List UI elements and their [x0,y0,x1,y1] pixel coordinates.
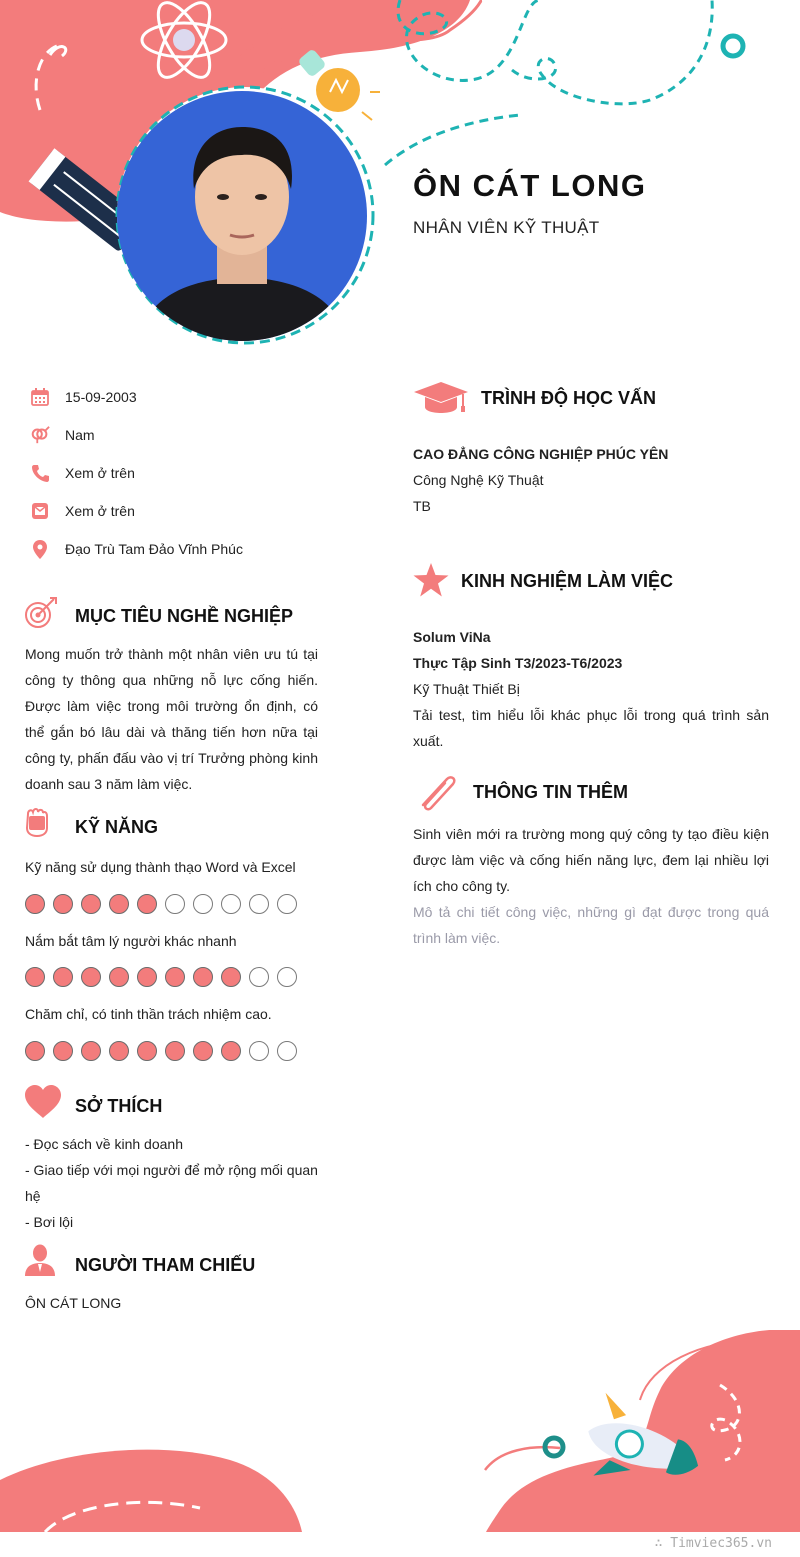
graduation-cap-icon [413,380,469,414]
candidate-name: ÔN CÁT LONG [413,168,647,203]
rating-dot-filled [53,967,73,987]
rating-dot-filled [109,967,129,987]
rating-dot-filled [53,1041,73,1061]
hobby-item: - Giao tiếp với mọi người để mở rộng mối quan hệ [25,1162,318,1204]
skill-label: Chăm chỉ, có tinh thần trách nhiệm cao. [25,1006,272,1022]
birthdate-value: 15-09-2003 [65,389,137,405]
skill-rating [25,894,297,914]
additional-placeholder: Mô tả chi tiết công việc, những gì đạt được trong quá trình làm việc. [413,904,769,946]
rating-dot-filled [81,967,101,987]
skill-label: Nắm bắt tâm lý người khác nhanh [25,933,237,949]
experience-title: KINH NGHIỆM LÀM VIỆC [461,571,674,591]
rating-dot-filled [165,967,185,987]
contact-address [30,537,243,561]
phone-value: Xem ở trên [65,465,135,481]
grade: TB [413,498,431,514]
rating-dot-empty [221,894,241,914]
hobby-item: - Đọc sách về kinh doanh [25,1136,183,1152]
rating-dot-filled [165,1041,185,1061]
hobbies-title: SỞ THÍCH [75,1096,163,1116]
avatar [117,89,367,343]
footer-decoration [0,1330,800,1540]
brand-watermark: ∴ Timviec365.vn [654,1536,772,1551]
calendar-icon [30,387,50,407]
footer [0,1532,800,1557]
heart-icon [24,1085,62,1119]
school-name: CAO ĐẲNG CÔNG NGHIỆP PHÚC YÊN [413,446,669,462]
star-icon [413,563,449,597]
hobby-item: - Bơi lội [25,1214,74,1230]
person-icon [25,1244,55,1276]
rating-dot-filled [221,967,241,987]
email-icon [30,501,50,521]
company-name: Solum ViNa [413,629,491,645]
contact-gender [30,423,95,447]
target-icon [24,596,58,630]
rating-dot-empty [277,894,297,914]
phone-icon [30,463,50,483]
skill-rating [25,967,297,987]
rating-dot-filled [25,967,45,987]
contact-birthdate [30,385,137,409]
skill-label: Kỹ năng sử dụng thành thạo Word và Excel [25,859,296,875]
rating-dot-filled [109,894,129,914]
major: Công Nghệ Kỹ Thuật [413,472,544,488]
references-title: NGƯỜI THAM CHIẾU [75,1255,256,1275]
location-pin-icon [30,539,50,559]
additional-title: THÔNG TIN THÊM [473,782,628,802]
rating-dot-empty [165,894,185,914]
skill-rating [25,1041,297,1061]
objective-title: MỤC TIÊU NGHỀ NGHIỆP [75,606,294,626]
experience-entry [413,624,769,754]
department: Kỹ Thuật Thiết Bị [413,681,520,697]
rating-dot-filled [221,1041,241,1061]
rating-dot-filled [53,894,73,914]
rating-dot-filled [25,1041,45,1061]
hobbies-list [25,1131,323,1235]
rating-dot-filled [109,1041,129,1061]
rating-dot-empty [249,1041,269,1061]
job-position: NHÂN VIÊN KỸ THUẬT [413,218,600,237]
rating-dot-filled [193,1041,213,1061]
paperclip-icon [415,771,459,811]
rating-dot-empty [193,894,213,914]
job-description: Tải test, tìm hiểu lỗi khác phục lỗi trong quá trình sản xuất. [413,707,769,749]
education-entry [413,441,773,519]
rating-dot-empty [249,967,269,987]
skills-title: KỸ NĂNG [75,817,159,837]
address-value: Đạo Trù Tam Đảo Vĩnh Phúc [65,541,243,557]
job-role: Thực Tập Sinh T3/2023-T6/2023 [413,655,623,671]
rating-dot-filled [137,894,157,914]
rating-dot-filled [137,967,157,987]
contact-email [30,499,135,523]
fist-icon [24,806,48,838]
contact-phone [30,461,135,485]
rating-dot-empty [249,894,269,914]
objective-text: Mong muốn trở thành một nhân viên ưu tú tại công ty thông qua những nỗ lực cống hiến. Được làm việc trong môi trường ổn định, có thể gắn bó lâu dài và thăng tiến hơn nữa tại công ty, phấn đấu vào vị trí Trưởng phòng kinh doanh sau 3 năm làm việc. [25,646,318,792]
education-title: TRÌNH ĐỘ HỌC VẤN [481,388,656,408]
rating-dot-filled [137,1041,157,1061]
additional-text: Sinh viên mới ra trường mong quý công ty tạo điều kiện được làm việc và cống hiến năng lực, đem lại nhiều lợi ích cho công ty. [413,826,769,894]
rating-dot-filled [25,894,45,914]
rating-dot-filled [193,967,213,987]
references-text: ÔN CÁT LONG [25,1295,122,1311]
email-value: Xem ở trên [65,503,135,519]
rating-dot-empty [277,1041,297,1061]
gender-value: Nam [65,427,95,443]
rating-dot-filled [81,894,101,914]
rating-dot-filled [81,1041,101,1061]
rating-dot-empty [277,967,297,987]
gender-icon [30,425,50,445]
